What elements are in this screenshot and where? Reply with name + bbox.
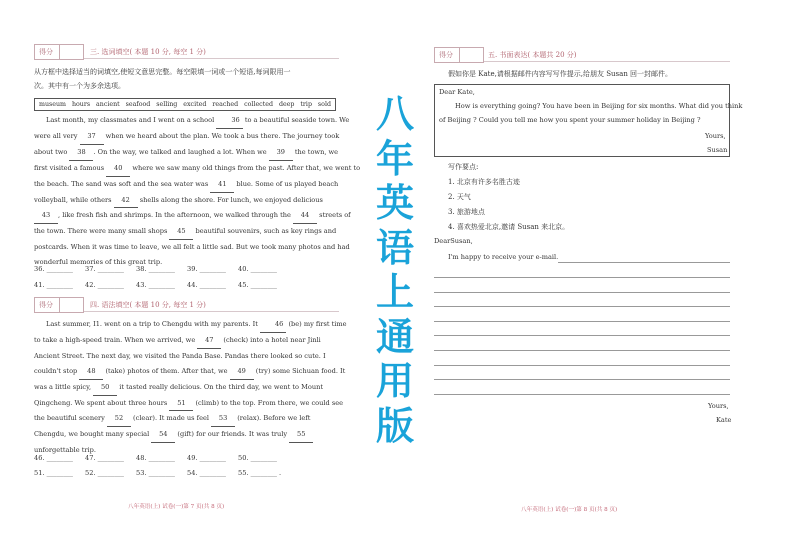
score-box-sec4 [34,297,84,313]
reply-first-line: I'm happy to receive your e-mail. [448,253,559,261]
passage-line [34,364,346,380]
writing-line[interactable] [434,306,730,307]
section4-answer-row-2 [34,469,289,477]
passage-text: (relax). Before we left [235,414,311,423]
writing-point-3: 3. 旅游地点 [448,208,485,216]
passage-text: blue. Some of us played beach [234,179,339,188]
passage-text: beautiful souvenirs, such as key rings and [193,227,337,236]
passage-text: the town, we [292,147,339,156]
writing-line[interactable] [434,277,730,278]
passage-text: first visited a famous [34,163,107,172]
blank-number[interactable]: 40 [106,161,130,177]
passage-line [34,208,351,224]
section4-rule [84,311,339,312]
passage-line [34,145,339,161]
passage-text: were all very [34,131,80,140]
passage-line [34,317,347,333]
section3-title: 三. 选词填空( 本题 10 分, 每空 1 分) [90,48,206,56]
passage-text: when we heard about the plan. We took a bus there. The journey took [103,131,340,140]
section5-rule [484,61,730,62]
email-greeting: Dear Kate, [439,88,475,96]
writing-line[interactable] [434,321,730,322]
answer-slot[interactable]: 46. ________ [34,454,73,462]
passage-text: was a little spicy, [34,382,94,391]
word-bank-item: seafood [125,101,151,108]
writing-line[interactable] [434,335,730,336]
section3-answer-row-2 [34,281,289,289]
passage-text: streets of [317,211,351,220]
answer-slot[interactable]: 45. ________ [238,281,277,289]
passage-text: Last summer, I1. went on a trip to Chengdu with my parents. It [46,320,260,328]
score-label: 得分 [439,51,453,59]
passage-text: couldn't stop [34,366,80,375]
section5-title: 五. 书面表达( 本题共 20 分) [488,51,577,59]
section3-instruction-2: 次。其中有一个为多余选项。 [34,82,125,90]
passage-text: it tasted really delicious. On the third day, we went to Mount [117,382,323,391]
answer-slot[interactable]: 37. ________ [85,265,124,273]
answer-slot[interactable]: 36. ________ [34,265,73,273]
section4-title: 四. 语法填空( 本题 10 分, 每空 1 分) [90,301,206,309]
answer-slot[interactable]: 55. ________ . [238,469,282,477]
answer-slot[interactable]: 44. ________ [187,281,226,289]
email-line-2: of Beijing ? Could you tell me how you spent your summer holiday in Beijing ? [439,116,701,124]
answer-slot[interactable]: 39. ________ [187,265,226,273]
writing-points-title: 写作要点: [448,163,479,171]
answer-slot[interactable]: 41. ________ [34,281,73,289]
reply-signature: Kate [716,416,732,424]
blank-number[interactable]: 51 [169,396,193,412]
score-label: 得分 [39,301,53,309]
title-character: 语 [375,225,414,270]
blank-number[interactable]: 37 [80,129,104,145]
answer-slot[interactable]: 40. ________ [238,265,277,273]
passage-text: (gift) for our friends. It was truly [175,430,290,439]
writing-point-4: 4. 喜欢热爱北京,邀请 Susan 来北京。 [448,223,570,231]
word-bank-item: excited [183,101,207,108]
word-bank-item: ancient [96,101,120,108]
blank-number[interactable]: 42 [114,193,138,209]
passage-text: the beautiful scenery [34,414,107,423]
passage-line [34,333,339,349]
passage-text: (be) my first time [286,320,347,328]
score-box-sec3 [34,44,84,60]
blank-number[interactable]: 53 [211,411,235,427]
email-closing: Yours, [705,132,726,140]
passage-text: (take) photos of them. After that, we [103,366,230,375]
title-character: 用 [375,359,414,403]
writing-point-2: 2. 天气 [448,193,471,201]
passage-text: Ancient Street. The next day, we visited the Panda Base. Pandas there looked so cute. I [34,351,326,360]
answer-slot[interactable]: 54. ________ [187,469,226,477]
blank-number[interactable]: 49 [230,364,254,380]
writing-line[interactable] [558,262,730,263]
passage-text: about two [34,147,70,156]
passage-line [34,349,339,364]
writing-point-1: 1. 北京有许多名胜古迹 [448,178,520,186]
section5-prompt: 假如你是 Kate,请根据邮件内容写写作提示,给朋友 Susan 回一封邮件。 [448,70,673,78]
answer-slot[interactable]: 52. ________ [85,469,124,477]
passage-text: Last month, my classmates and I went on a school [46,116,217,124]
title-character: 英 [375,181,414,225]
word-bank-item: deep [278,101,295,108]
passage-text: Qingcheng. We spent about three hours [34,398,170,407]
blank-number[interactable]: 55 [289,427,313,443]
writing-line[interactable] [434,350,730,351]
blank-number[interactable]: 43 [34,208,58,224]
passage-text: unforgettable trip. [34,446,96,455]
blank-number[interactable]: 38 [69,145,93,161]
blank-number[interactable]: 48 [79,364,103,380]
score-label: 得分 [39,48,53,56]
passage-text: wonderful memories of this great trip. [34,258,163,267]
answer-slot[interactable]: 48. ________ [136,454,175,462]
writing-line[interactable] [434,394,730,395]
passage-line [34,224,339,240]
blank-number[interactable]: 36 [216,113,242,129]
score-box-sec5 [434,47,484,63]
passage-line [34,161,361,177]
answer-slot[interactable]: 42. ________ [85,281,124,289]
right-footer: 八年英语(上) 试卷(一)第 8 页(共 8 页) [521,507,618,513]
answer-slot[interactable]: 38. ________ [136,265,175,273]
word-bank-box [34,98,336,111]
writing-line[interactable] [434,379,730,380]
title-character: 通 [375,314,414,359]
passage-line [34,129,339,145]
passage-line [34,193,339,209]
blank-number[interactable]: 54 [151,427,175,443]
blank-number[interactable]: 45 [169,224,193,240]
word-bank-item: museum [39,101,67,108]
passage-text: the beach. The sand was soft and the sea water was [34,179,211,188]
passage-line [34,411,339,427]
section4-passage [34,317,347,458]
blank-number[interactable]: 41 [210,177,234,193]
passage-text: (try) some Sichuan food. It [253,366,346,375]
passage-text: (clear). It made us feel [130,414,212,423]
title-character: 八 [375,92,414,136]
answer-slot[interactable]: 47. ________ [85,454,124,462]
email-line-1: How is everything going? You have been in Beijing for six months. What did you think [455,102,743,110]
section4-answer-row-1 [34,454,289,462]
reply-closing: Yours, [708,402,729,410]
passage-text: postcards. When it was time to leave, we all felt a little sad. But we took many photos and had [34,243,350,252]
passage-text: , like fresh fish and shrimps. In the afternoon, we walked through the [58,211,293,220]
answer-slot[interactable]: 53. ________ [136,469,175,477]
writing-line[interactable] [434,292,730,293]
word-bank-item: collected [244,101,273,108]
email-signature: Susan [707,146,728,154]
passage-text: (check) into a hotel near Jinli [221,335,321,344]
word-bank-item: hours [71,101,91,108]
blank-number[interactable]: 50 [93,380,117,396]
passage-line [34,113,350,129]
passage-text: Chengdu, we bought many special [34,430,152,439]
answer-slot[interactable]: 43. ________ [136,281,175,289]
title-character: 年 [375,136,414,181]
passage-line [34,427,339,443]
writing-line[interactable] [434,365,730,366]
word-bank-item: sold [317,101,331,108]
passage-text: (climb) to the top. From there, we could see [193,398,344,407]
passage-text: volleyball, while others [34,195,114,204]
passage-line [34,240,350,255]
passage-text: the town. There were many small shops [34,227,170,236]
passage-text: to take a high-speed train. When we arrived, we [34,335,198,344]
section3-rule [84,58,339,59]
reply-greeting: DearSusan, [434,237,473,245]
passage-text: . On the way, we talked and laughed a lot. When we [93,147,269,156]
answer-slot[interactable]: 49. ________ [187,454,226,462]
passage-text: shells along the shore. For lunch, we enjoyed delicious [137,195,323,204]
answer-slot[interactable]: 50. ________ [238,454,277,462]
answer-slot[interactable]: 51. ________ [34,469,73,477]
title-character: 上 [375,270,414,314]
blank-number[interactable]: 39 [269,145,293,161]
blank-number[interactable]: 47 [197,333,221,349]
passage-text: to a beautiful seaside town. We [242,116,350,124]
section3-answer-row-1 [34,265,289,273]
passage-line [34,177,339,193]
left-footer: 八年英语(上) 试卷(一)第 7 页(共 8 页) [128,504,225,510]
passage-text: where we saw many old things from the past. After that, we went to [130,163,361,172]
title-character: 版 [375,403,414,448]
blank-number[interactable]: 44 [293,208,317,224]
word-bank-item: selling [156,101,178,108]
email-box [434,84,743,157]
section3-passage [34,113,361,270]
word-bank-item: trip [300,101,312,108]
passage-line [34,396,344,412]
word-bank-item: reached [212,101,239,108]
passage-line [34,380,339,396]
blank-number[interactable]: 52 [107,411,131,427]
section3-instruction-1: 从方框中选择适当的词填空,使短文意思完整。每空限填一词或一个短语,每词限用一 [34,68,291,76]
blank-number[interactable]: 46 [260,317,286,333]
edition-title [373,92,417,448]
